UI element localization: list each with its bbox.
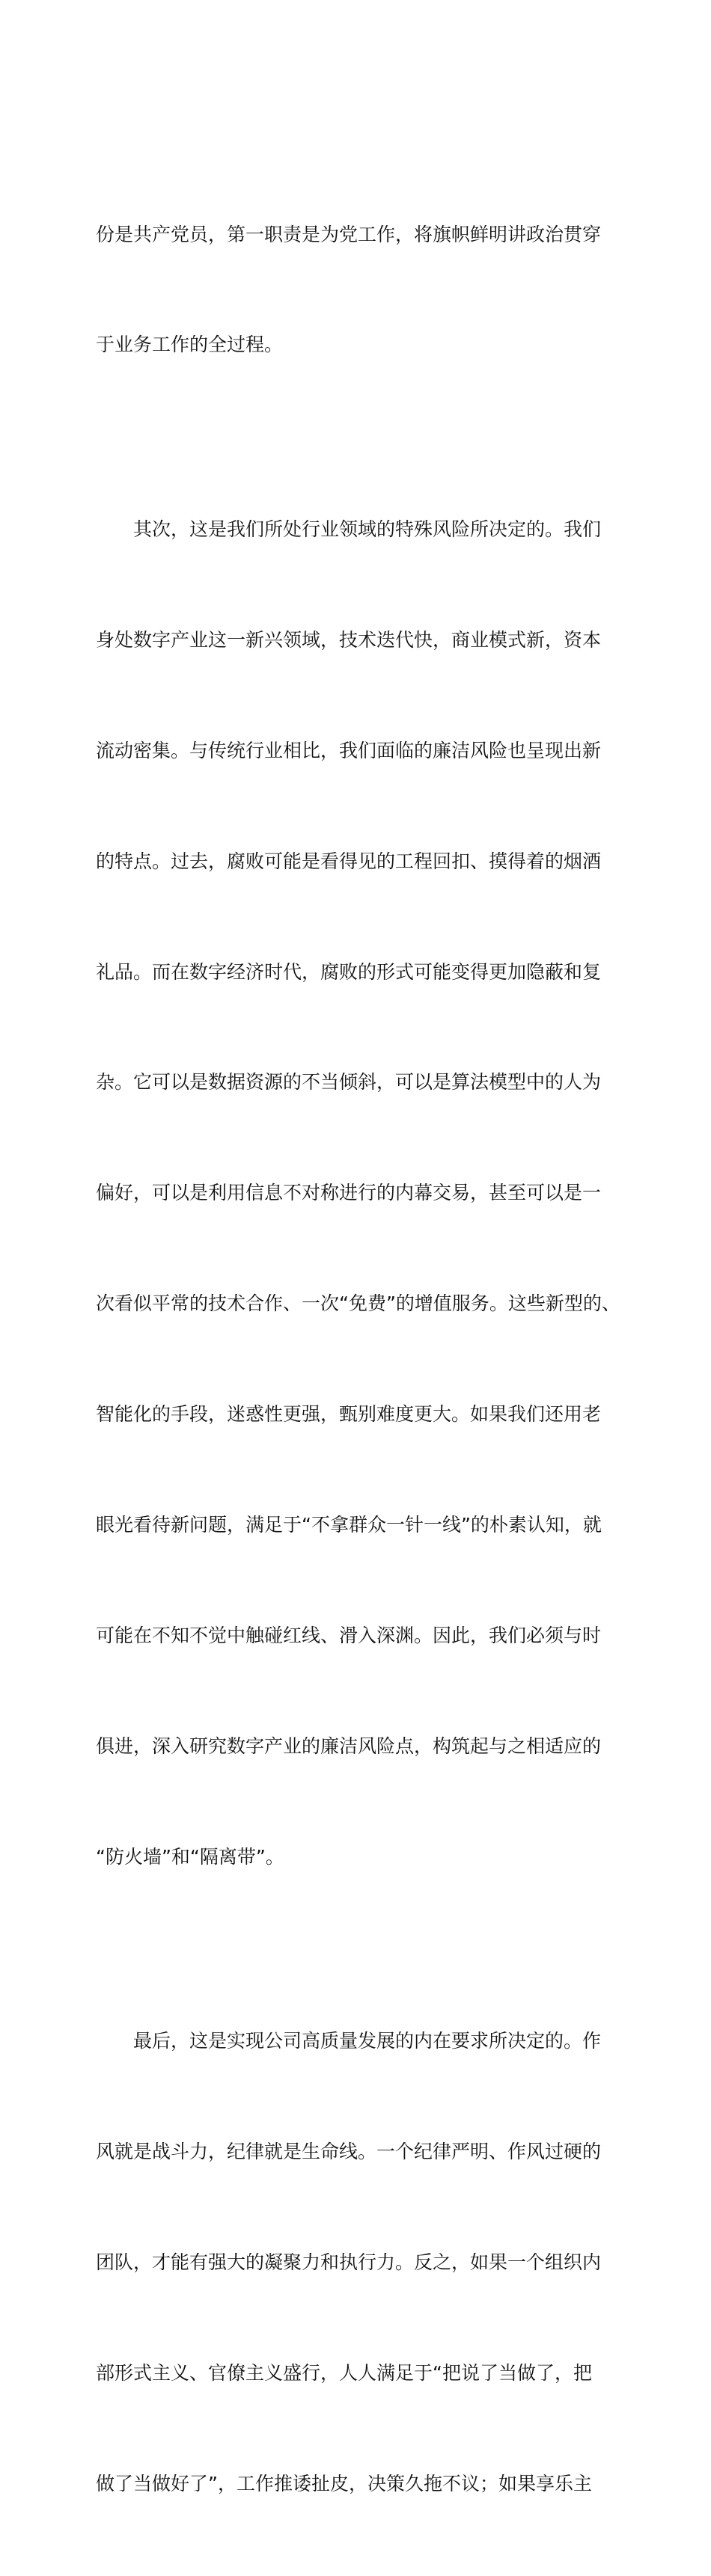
text-line: 俱进，深入研究数字产业的廉洁风险点，构筑起与之相适应的 (96, 1735, 602, 1757)
text-line: 流动密集。与传统行业相比，我们面临的廉洁风险也呈现出新 (96, 739, 602, 761)
text-line: 智能化的手段，迷惑性更强，甄别难度更大。如果我们还用老 (96, 1403, 602, 1426)
text-line: 身处数字产业这一新兴领域，技术迭代快，商业模式新，资本 (96, 628, 602, 651)
text-line: 于业务工作的全过程。 (96, 334, 284, 356)
text-line: 眼光看待新问题，满足于“不拿群众一针一线”的朴素认知，就 (96, 1513, 602, 1536)
text-line: “防火墙”和“隔离带”。 (96, 1845, 284, 1868)
text-line: 团队，才能有强大的凝聚力和执行力。反之，如果一个组织内 (96, 2251, 602, 2273)
paragraph-3 (96, 1949, 620, 2576)
text-line: 的特点。过去，腐败可能是看得见的工程回扣、摸得着的烟酒 (96, 850, 602, 872)
text-line: 份是共产党员，第一职责是为党工作，将旗帜鲜明讲政治贯穿 (96, 223, 602, 245)
text-line: 风就是战斗力，纪律就是生命线。一个纪律严明、作风过硬的 (96, 2141, 602, 2163)
body-text (96, 142, 620, 2576)
text-line: 杂。它可以是数据资源的不当倾斜，可以是算法模型中的人为 (96, 1071, 602, 1094)
text-line: 部形式主义、官僚主义盛行，人人满足于“把说了当做了，把 (96, 2361, 592, 2384)
text-line: 礼品。而在数字经济时代，腐败的形式可能变得更加隐蔽和复 (96, 960, 602, 983)
text-line: 最后，这是实现公司高质量发展的内在要求所决定的。作 (133, 2030, 602, 2052)
text-line: 可能在不知不觉中触碰红线、滑入深渊。因此，我们必须与时 (96, 1624, 602, 1646)
paragraph-1 (96, 142, 620, 437)
text-line: 其次，这是我们所处行业领域的特殊风险所决定的。我们 (133, 518, 602, 540)
paragraph-2 (96, 437, 620, 1948)
text-line: 次看似平常的技术合作、一次“免费”的增值服务。这些新型的、 (96, 1292, 620, 1315)
text-line: 偏好，可以是利用信息不对称进行的内幕交易，甚至可以是一 (96, 1182, 602, 1204)
text-line: 做了当做好了”，工作推诿扯皮，决策久拖不议；如果享乐主 (96, 2472, 592, 2494)
